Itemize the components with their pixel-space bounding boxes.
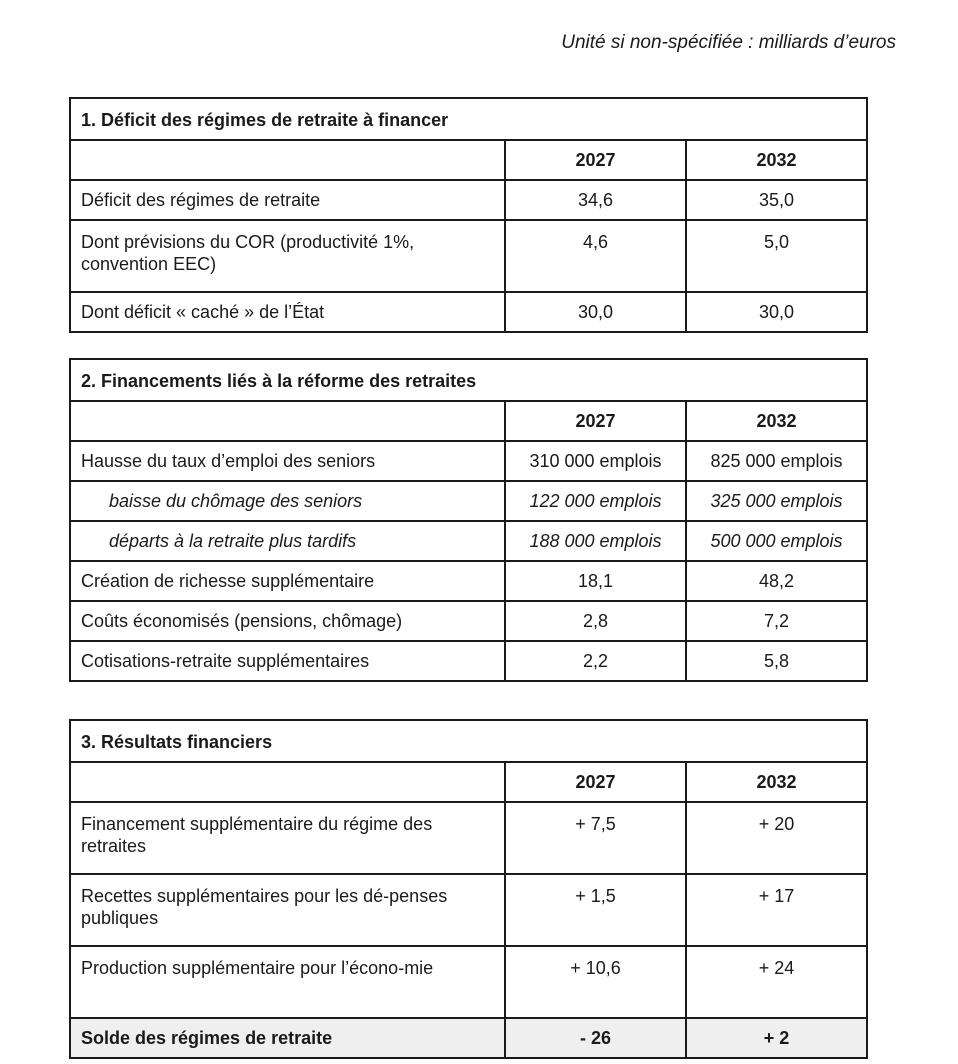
results-table bbox=[69, 719, 868, 1059]
value-2032: 35,0 bbox=[686, 180, 867, 220]
value-2027: + 7,5 bbox=[505, 802, 686, 874]
unit-note: Unité si non-spécifiée : milliards d’euros bbox=[561, 32, 896, 53]
table-row bbox=[70, 946, 867, 1018]
row-label: baisse du chômage des seniors bbox=[70, 481, 505, 521]
table-row bbox=[70, 874, 867, 946]
table-row bbox=[70, 601, 867, 641]
table-row bbox=[70, 220, 867, 292]
value-2027: + 10,6 bbox=[505, 946, 686, 1018]
value-2027: 122 000 emplois bbox=[505, 481, 686, 521]
table-subrow bbox=[70, 481, 867, 521]
value-2032: + 17 bbox=[686, 874, 867, 946]
year-header: 2027 bbox=[505, 762, 686, 802]
value-2032: 825 000 emplois bbox=[686, 441, 867, 481]
value-2027: 4,6 bbox=[505, 220, 686, 292]
section-title: 1. Déficit des régimes de retraite à financer bbox=[70, 98, 867, 140]
total-row bbox=[70, 1018, 867, 1058]
row-label: Solde des régimes de retraite bbox=[70, 1018, 505, 1058]
table-title-row bbox=[70, 98, 867, 140]
table-title-row bbox=[70, 720, 867, 762]
table-row bbox=[70, 180, 867, 220]
header-row bbox=[70, 140, 867, 180]
table-row bbox=[70, 802, 867, 874]
header-row bbox=[70, 401, 867, 441]
value-2027: + 1,5 bbox=[505, 874, 686, 946]
header-empty-cell bbox=[70, 140, 505, 180]
table-subrow bbox=[70, 521, 867, 561]
value-2032: + 24 bbox=[686, 946, 867, 1018]
table-row bbox=[70, 441, 867, 481]
section-title: 2. Financements liés à la réforme des retraites bbox=[70, 359, 867, 401]
row-label: Création de richesse supplémentaire bbox=[70, 561, 505, 601]
row-label: Coûts économisés (pensions, chômage) bbox=[70, 601, 505, 641]
year-header: 2032 bbox=[686, 140, 867, 180]
value-2027: 188 000 emplois bbox=[505, 521, 686, 561]
value-2032: 7,2 bbox=[686, 601, 867, 641]
year-header: 2027 bbox=[505, 140, 686, 180]
row-label: Déficit des régimes de retraite bbox=[70, 180, 505, 220]
table-title-row bbox=[70, 359, 867, 401]
value-2027: 310 000 emplois bbox=[505, 441, 686, 481]
row-label: Production supplémentaire pour l’écono-mie bbox=[70, 946, 505, 1018]
row-label: Dont déficit « caché » de l’État bbox=[70, 292, 505, 332]
row-label: Financement supplémentaire du régime des retraites bbox=[70, 802, 505, 874]
value-2032: 48,2 bbox=[686, 561, 867, 601]
value-2027: 30,0 bbox=[505, 292, 686, 332]
header-empty-cell bbox=[70, 762, 505, 802]
value-2027: - 26 bbox=[505, 1018, 686, 1058]
table-row bbox=[70, 561, 867, 601]
header-empty-cell bbox=[70, 401, 505, 441]
section-title: 3. Résultats financiers bbox=[70, 720, 867, 762]
value-2027: 34,6 bbox=[505, 180, 686, 220]
value-2032: 30,0 bbox=[686, 292, 867, 332]
value-2032: + 2 bbox=[686, 1018, 867, 1058]
value-2032: + 20 bbox=[686, 802, 867, 874]
deficit-table bbox=[69, 97, 868, 333]
value-2032: 500 000 emplois bbox=[686, 521, 867, 561]
year-header: 2032 bbox=[686, 401, 867, 441]
financing-table bbox=[69, 358, 868, 682]
value-2027: 2,8 bbox=[505, 601, 686, 641]
table-row bbox=[70, 641, 867, 681]
value-2032: 5,0 bbox=[686, 220, 867, 292]
row-label: Hausse du taux d’emploi des seniors bbox=[70, 441, 505, 481]
value-2032: 5,8 bbox=[686, 641, 867, 681]
value-2027: 2,2 bbox=[505, 641, 686, 681]
value-2032: 325 000 emplois bbox=[686, 481, 867, 521]
year-header: 2032 bbox=[686, 762, 867, 802]
row-label: Dont prévisions du COR (productivité 1%, convention EEC) bbox=[70, 220, 505, 292]
header-row bbox=[70, 762, 867, 802]
row-label: Cotisations-retraite supplémentaires bbox=[70, 641, 505, 681]
row-label: Recettes supplémentaires pour les dé-penses publiques bbox=[70, 874, 505, 946]
row-label: départs à la retraite plus tardifs bbox=[70, 521, 505, 561]
table-row bbox=[70, 292, 867, 332]
year-header: 2027 bbox=[505, 401, 686, 441]
value-2027: 18,1 bbox=[505, 561, 686, 601]
